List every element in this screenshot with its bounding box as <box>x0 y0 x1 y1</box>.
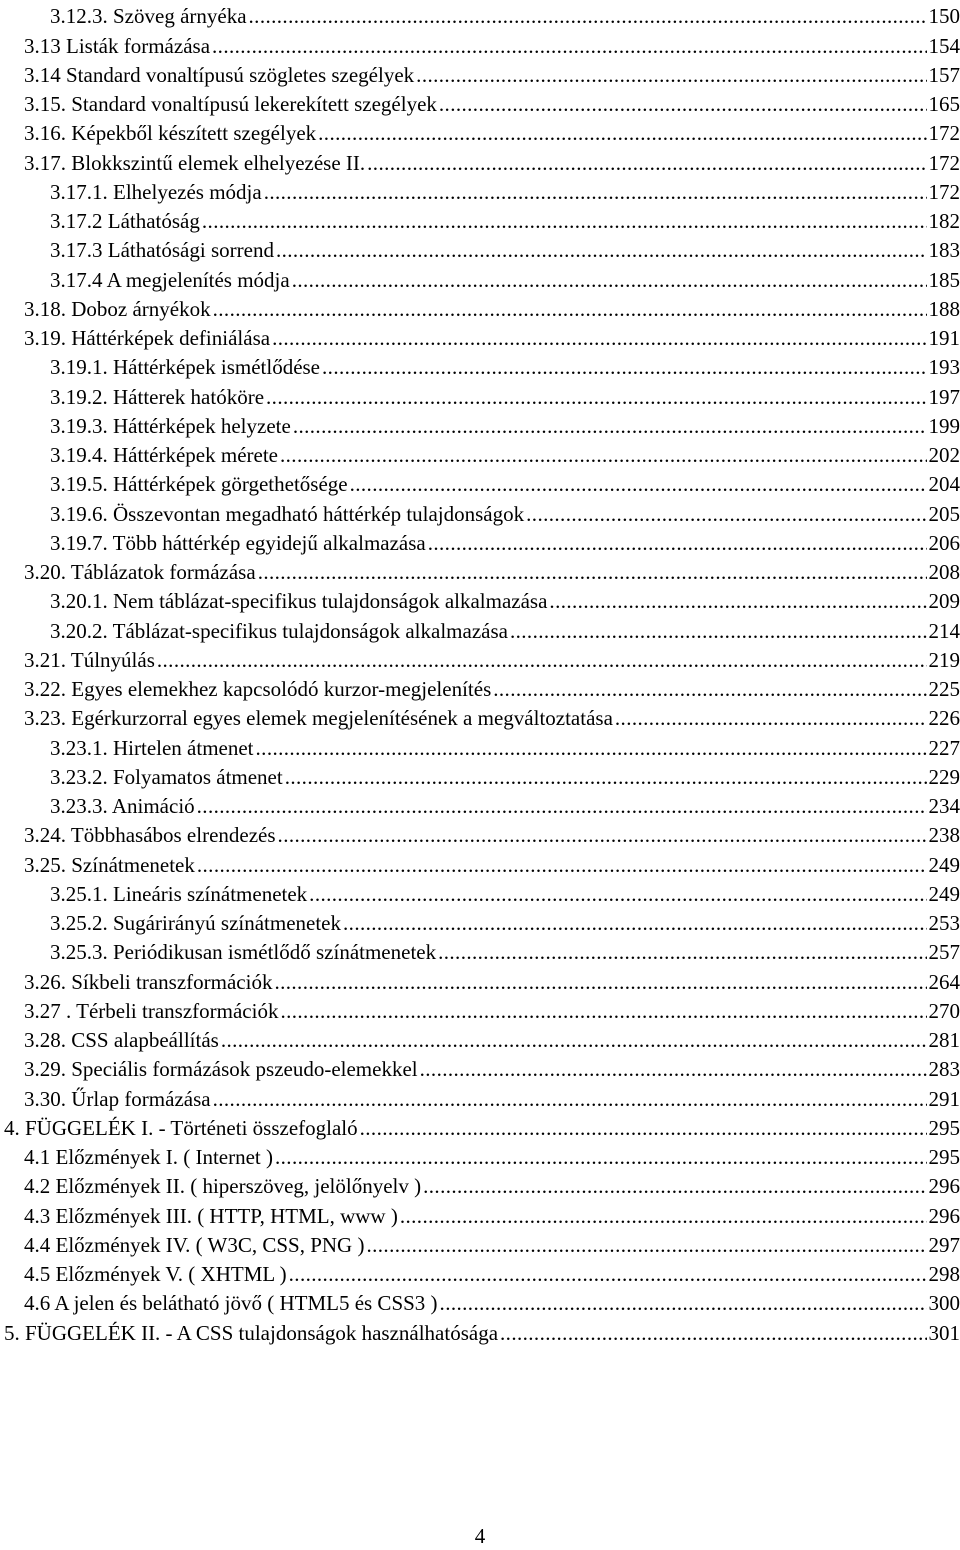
toc-entry <box>0 1112 960 1141</box>
toc-entry-label: 3.23. Egérkurzorral egyes elemek megjelenítésének a megváltoztatása <box>24 706 613 731</box>
toc-entry-page: 295 <box>928 1115 960 1140</box>
toc-entry-page: 234 <box>928 794 960 818</box>
toc-entry <box>0 1053 960 1082</box>
toc-dot-leader <box>264 180 927 205</box>
toc-entry-page: 225 <box>928 677 960 701</box>
toc-entry-label: 3.22. Egyes elemekhez kapcsolódó kurzor-megjelenítés <box>24 677 492 701</box>
toc-entry-label: 3.15. Standard vonaltípusú lekerekített szegélyek <box>24 92 437 116</box>
toc-dot-leader <box>366 1233 926 1258</box>
toc-entry-page: 238 <box>928 823 960 848</box>
toc-entry-page: 182 <box>928 209 960 233</box>
toc-dot-leader <box>280 999 926 1024</box>
toc-entry <box>0 0 960 29</box>
toc-entry <box>0 439 960 468</box>
toc-entry <box>0 1229 960 1258</box>
toc-entry <box>0 819 960 848</box>
toc-dot-leader <box>423 1174 926 1199</box>
toc-entry-page: 150 <box>928 4 960 29</box>
toc-entry <box>0 702 960 731</box>
toc-dot-leader <box>212 34 926 59</box>
toc-entry <box>0 1170 960 1199</box>
toc-entry-page: 185 <box>928 267 960 292</box>
toc-entry <box>0 790 960 819</box>
toc-entry <box>0 351 960 380</box>
toc-entry-label: 3.17.4 A megjelenítés módja <box>50 267 290 292</box>
toc-entry <box>0 527 960 556</box>
toc-dot-leader <box>213 1087 927 1112</box>
toc-dot-leader <box>350 472 927 497</box>
toc-entry-page: 193 <box>928 355 960 380</box>
toc-entry <box>0 848 960 877</box>
toc-entry <box>0 1258 960 1287</box>
toc-entry <box>0 995 960 1024</box>
toc-entry <box>0 1024 960 1053</box>
toc-entry-page: 209 <box>928 589 960 614</box>
toc-entry-label: 3.12.3. Szöveg árnyéka <box>50 4 247 29</box>
toc-entry-page: 214 <box>928 618 960 643</box>
toc-entry-page: 202 <box>928 443 960 467</box>
toc-dot-leader <box>428 531 927 556</box>
toc-entry-page: 199 <box>928 413 960 438</box>
toc-entry-page: 157 <box>928 62 960 87</box>
toc-entry <box>0 117 960 146</box>
toc-dot-leader <box>197 794 927 819</box>
toc-entry-page: 191 <box>928 326 960 350</box>
toc-entry-page: 300 <box>928 1291 960 1316</box>
toc-entry-page: 301 <box>928 1320 960 1345</box>
toc-entry <box>0 1316 960 1345</box>
toc-dot-leader <box>510 619 927 644</box>
toc-dot-leader <box>493 677 926 702</box>
toc-entry-label: 3.19.5. Háttérképek görgethetősége <box>50 472 348 497</box>
toc-entry-label: 4. FÜGGELÉK I. - Történeti összefoglaló <box>4 1115 358 1140</box>
toc-entry-page: 165 <box>928 92 960 116</box>
toc-entry-page: 188 <box>928 296 960 321</box>
toc-entry-label: 4.1 Előzmények I. ( Internet ) <box>24 1145 273 1169</box>
toc-dot-leader <box>343 911 926 936</box>
toc-entry <box>0 322 960 351</box>
toc-dot-leader <box>213 297 927 322</box>
toc-dot-leader <box>266 385 926 410</box>
toc-dot-leader <box>360 1116 927 1141</box>
toc-dot-leader <box>439 92 927 117</box>
toc-entry <box>0 1141 960 1170</box>
toc-entry <box>0 29 960 58</box>
toc-entry-page: 283 <box>928 1057 960 1082</box>
toc-entry-label: 3.26. Síkbeli transzformációk <box>24 969 273 994</box>
toc-entry <box>0 468 960 497</box>
toc-dot-leader <box>276 238 927 263</box>
toc-entry-page: 208 <box>928 560 960 584</box>
toc-entry-label: 3.23.2. Folyamatos átmenet <box>50 764 283 789</box>
toc-dot-leader <box>367 151 926 176</box>
toc-entry <box>0 1287 960 1316</box>
toc-entry-label: 3.20. Táblázatok formázása <box>24 560 256 584</box>
toc-entry-label: 3.17. Blokkszintű elemek elhelyezése II. <box>24 150 366 175</box>
page-number: 4 <box>474 1524 486 1548</box>
toc-entry-page: 197 <box>928 384 960 409</box>
toc-entry-page: 206 <box>928 530 960 555</box>
toc-entry-label: 4.4 Előzmények IV. ( W3C, CSS, PNG ) <box>24 1232 365 1257</box>
toc-entry <box>0 146 960 175</box>
toc-entry-page: 229 <box>928 764 960 789</box>
toc-entry-label: 3.25. Színátmenetek <box>24 852 195 877</box>
toc-dot-leader <box>440 1291 927 1316</box>
toc-entry-label: 3.17.2 Láthatóság <box>50 209 200 233</box>
toc-dot-leader <box>249 4 927 29</box>
toc-entry-page: 296 <box>928 1203 960 1228</box>
toc-entry-label: 5. FÜGGELÉK II. - A CSS tulajdonságok használhatósága <box>4 1320 499 1345</box>
toc-entry <box>0 263 960 292</box>
toc-dot-leader <box>272 326 926 351</box>
toc-entry-label: 3.19.2. Hátterek hatóköre <box>50 384 265 409</box>
toc-entry-page: 264 <box>928 969 960 994</box>
toc-entry-label: 3.13 Listák formázása <box>24 33 211 58</box>
toc-dot-leader <box>256 736 927 761</box>
toc-entry <box>0 878 960 907</box>
toc-dot-leader <box>438 940 926 965</box>
toc-entry-page: 253 <box>928 911 960 935</box>
toc-entry-label: 3.20.1. Nem táblázat-specifikus tulajdonságok alkalmazása <box>50 589 548 614</box>
toc-entry-label: 3.14 Standard vonaltípusú szögletes szegélyek <box>24 62 415 87</box>
toc-dot-leader <box>280 443 927 468</box>
toc-entry <box>0 936 960 965</box>
toc-entry-label: 4.6 A jelen és belátható jövő ( HTML5 és CSS3 ) <box>24 1291 438 1316</box>
toc-entry-page: 172 <box>928 150 960 175</box>
toc-entry <box>0 1082 960 1111</box>
toc-entry <box>0 614 960 643</box>
toc-entry <box>0 907 960 936</box>
toc-entry-label: 3.23.3. Animáció <box>50 794 195 818</box>
toc-dot-leader <box>278 823 927 848</box>
toc-entry-page: 226 <box>928 706 960 731</box>
toc-dot-leader <box>615 706 927 731</box>
toc-dot-leader <box>157 648 927 673</box>
toc-entry-label: 3.17.3 Láthatósági sorrend <box>50 238 274 263</box>
toc-entry-label: 3.17.1. Elhelyezés módja <box>50 179 262 204</box>
toc-dot-leader <box>309 882 926 907</box>
toc-entry <box>0 380 960 409</box>
toc-dot-leader <box>221 1028 927 1053</box>
toc-dot-leader <box>275 1145 927 1170</box>
toc-entry-page: 172 <box>928 121 960 146</box>
toc-entry-label: 3.19.7. Több háttérkép egyidejű alkalmazása <box>50 530 426 555</box>
toc-entry-page: 154 <box>928 33 960 58</box>
toc-entry-page: 249 <box>928 852 960 877</box>
toc-entry-label: 3.25.3. Periódikusan ismétlődő színátmenetek <box>50 940 437 965</box>
toc-entry-page: 227 <box>928 735 960 760</box>
toc-entry <box>0 585 960 614</box>
toc-entry-label: 4.5 Előzmények V. ( XHTML ) <box>24 1262 287 1286</box>
toc-entry-label: 3.21. Túlnyúlás <box>24 647 155 672</box>
toc-entry-label: 3.19.4. Háttérképek mérete <box>50 443 278 467</box>
toc-entry-page: 298 <box>928 1262 960 1286</box>
toc-entry-label: 3.25.1. Lineáris színátmenetek <box>50 881 308 906</box>
toc-entry <box>0 556 960 585</box>
toc-entry <box>0 965 960 994</box>
toc-dot-leader <box>293 414 927 439</box>
toc-entry <box>0 497 960 526</box>
toc-entry-page: 297 <box>928 1232 960 1257</box>
toc-entry-label: 3.19.6. Összevontan megadható háttérkép tulajdonságok <box>50 501 525 526</box>
toc-entry-label: 3.19.3. Háttérképek helyzete <box>50 413 291 438</box>
toc-dot-leader <box>197 853 927 878</box>
toc-entry <box>0 761 960 790</box>
toc-entry-page: 291 <box>928 1086 960 1111</box>
toc-entry <box>0 410 960 439</box>
toc-entry-page: 172 <box>928 179 960 204</box>
toc-dot-leader <box>416 63 926 88</box>
toc-entry-page: 295 <box>928 1145 960 1169</box>
toc-dot-leader <box>318 121 926 146</box>
toc-entry-page: 204 <box>928 472 960 497</box>
toc-entry-label: 4.2 Előzmények II. ( hiperszöveg, jelölőnyelv ) <box>24 1174 422 1199</box>
toc-dot-leader <box>549 589 926 614</box>
toc-entry <box>0 731 960 760</box>
toc-entry-page: 296 <box>928 1174 960 1199</box>
toc-dot-leader <box>285 765 927 790</box>
toc-dot-leader <box>400 1204 927 1229</box>
toc-entry-page: 219 <box>928 647 960 672</box>
toc-dot-leader <box>420 1057 927 1082</box>
toc-dot-leader <box>500 1321 926 1346</box>
toc-dot-leader <box>526 502 926 527</box>
toc-dot-leader <box>258 560 927 585</box>
toc-dot-leader <box>292 268 927 293</box>
toc-entry-label: 3.29. Speciális formázások pszeudo-elemekkel <box>24 1057 418 1082</box>
toc-entry-page: 249 <box>928 881 960 906</box>
toc-entry <box>0 644 960 673</box>
toc-entry <box>0 234 960 263</box>
toc-entry <box>0 673 960 702</box>
toc-dot-leader <box>289 1262 927 1287</box>
toc-dot-leader <box>202 209 927 234</box>
toc-entry-label: 3.30. Űrlap formázása <box>24 1086 211 1111</box>
toc-entry-page: 281 <box>928 1028 960 1052</box>
toc-dot-leader <box>322 355 926 380</box>
toc-entry-label: 3.19.1. Háttérképek ismétlődése <box>50 355 321 380</box>
toc-dot-leader <box>274 970 926 995</box>
toc-entry <box>0 1199 960 1228</box>
toc-entry-label: 3.16. Képekből készített szegélyek <box>24 121 317 146</box>
toc-entry-label: 3.23.1. Hirtelen átmenet <box>50 735 254 760</box>
toc-entry-label: 3.18. Doboz árnyékok <box>24 296 211 321</box>
toc-entry <box>0 88 960 117</box>
toc-entry-label: 3.20.2. Táblázat-specifikus tulajdonságok alkalmazása <box>50 618 508 643</box>
toc-entry-label: 3.25.2. Sugárirányú színátmenetek <box>50 911 342 935</box>
toc-entry <box>0 293 960 322</box>
toc-entry-label: 3.19. Háttérképek definiálása <box>24 326 271 350</box>
toc-entry-page: 183 <box>928 238 960 263</box>
toc-entry <box>0 59 960 88</box>
toc-entry-page: 257 <box>928 940 960 965</box>
toc-entry-label: 3.28. CSS alapbeállítás <box>24 1028 219 1052</box>
toc-entry <box>0 205 960 234</box>
toc-entry-label: 3.24. Többhasábos elrendezés <box>24 823 276 848</box>
toc-entry-page: 270 <box>928 998 960 1023</box>
toc-entry <box>0 176 960 205</box>
toc-entry-label: 4.3 Előzmények III. ( HTTP, HTML, www ) <box>24 1203 398 1228</box>
toc-entry-label: 3.27 . Térbeli transzformációk <box>24 998 279 1023</box>
toc-entry-page: 205 <box>928 501 960 526</box>
